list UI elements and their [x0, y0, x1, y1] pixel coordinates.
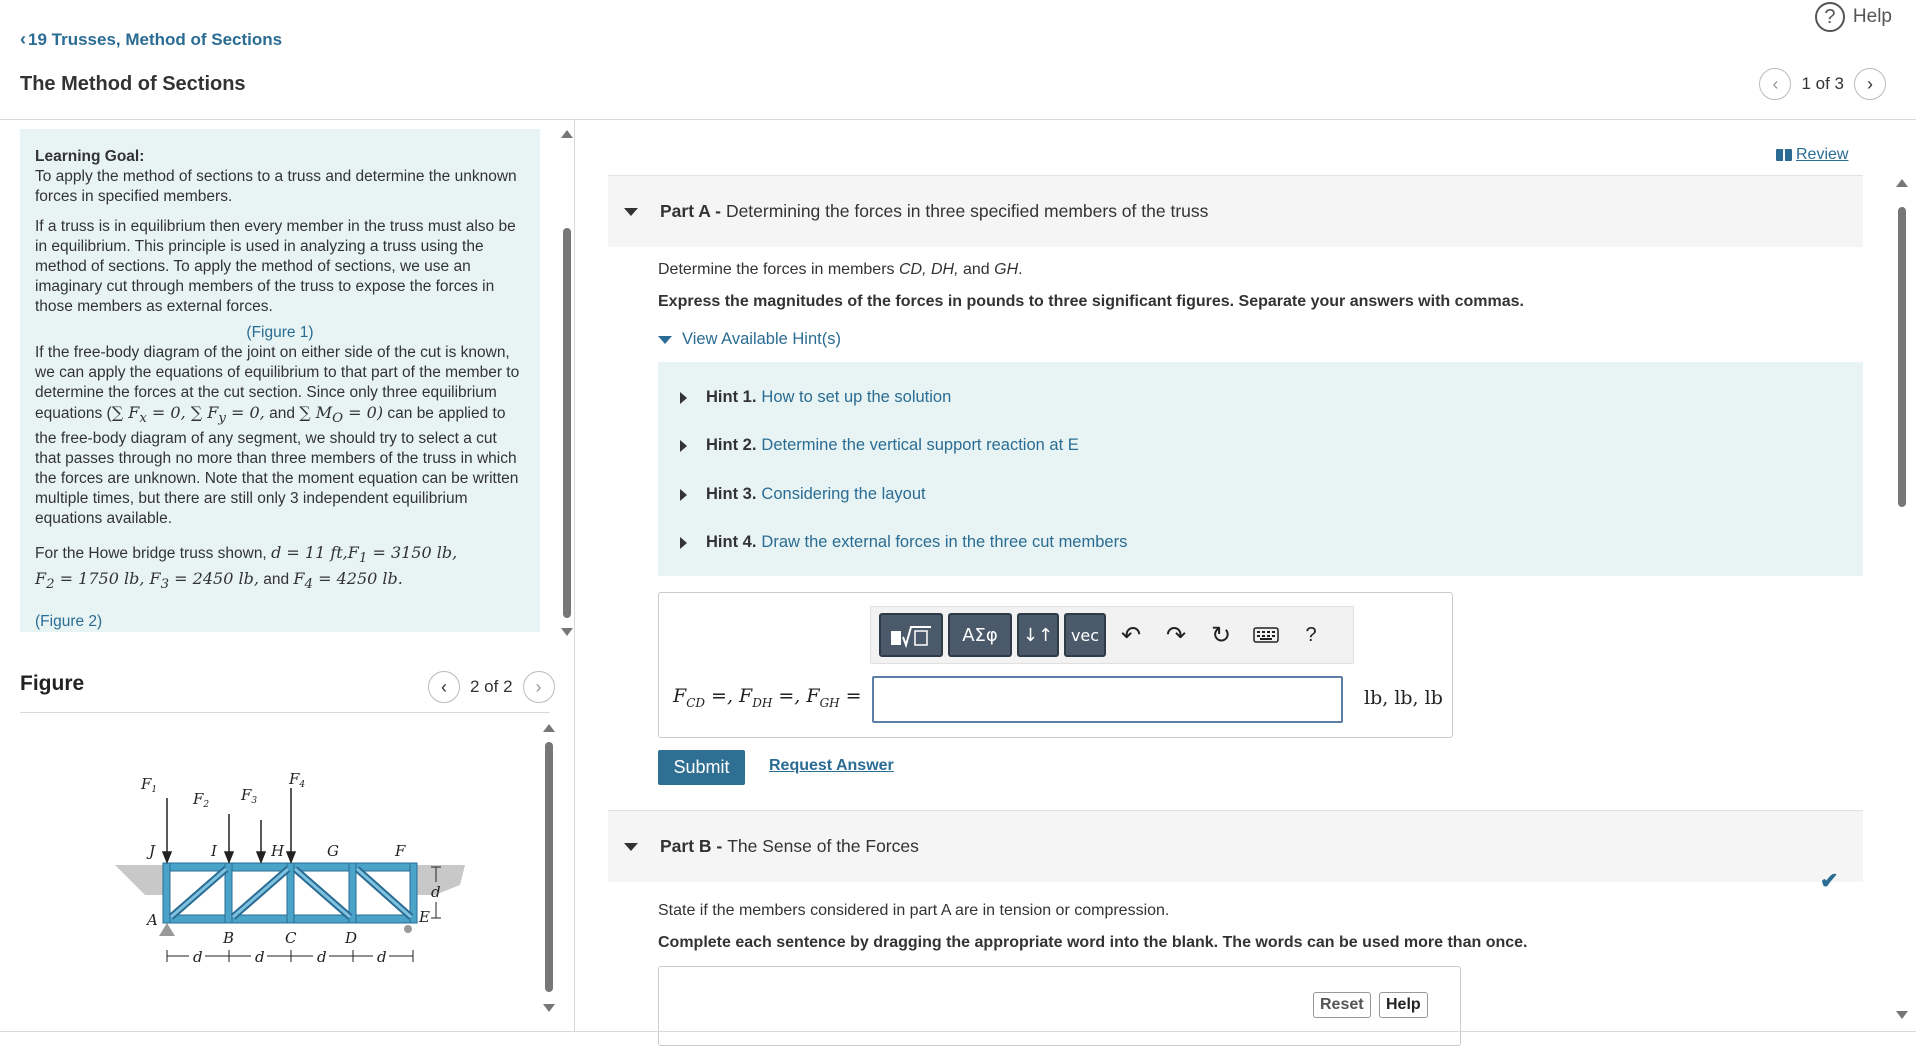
figure-2-link[interactable]: (Figure 2) — [35, 612, 103, 630]
previous-item-button[interactable]: ‹ — [1759, 68, 1791, 100]
undo-icon[interactable]: ↶ — [1120, 621, 1142, 649]
part-b-label: Part B - — [660, 836, 723, 856]
help-button-part-b[interactable]: Help — [1379, 992, 1428, 1018]
intro-paragraph-1: If a truss is in equilibrium then every member in the truss must also be in equilibrium. This principle is used in analyzing a truss using the method of sections. To apply the method of sections, we use an imaginary cut through members of the truss to expose the forces in those members as external forces. — [35, 218, 516, 315]
main-scroll-down-icon[interactable] — [1896, 1011, 1908, 1019]
part-a-title: Determining the forces in three specified members of the truss — [725, 201, 1209, 221]
scroll-up-icon[interactable] — [561, 130, 573, 138]
scroll-down-icon[interactable] — [561, 628, 573, 636]
figure-scroll-down-icon[interactable] — [543, 1004, 555, 1012]
svg-text:F4: $F_4$ — [289, 770, 306, 790]
answer-input[interactable] — [872, 676, 1343, 723]
learning-goal-text: To apply the method of sections to a truss and determine the unknown forces in specified members. — [35, 168, 517, 205]
svg-text:F: F — [395, 842, 406, 860]
svg-text:d: d — [431, 883, 441, 901]
hint-2[interactable]: Hint 2. Determine the vertical support reaction at E — [680, 436, 1079, 455]
completed-check-icon: ✔ — [1820, 868, 1839, 893]
svg-text:F3: $F_3$ — [241, 786, 258, 806]
templates-button[interactable] — [879, 613, 943, 657]
hints-caret-icon — [658, 336, 672, 344]
math-help-icon[interactable]: ? — [1305, 623, 1317, 646]
part-a-instruction: Express the magnitudes of the forces in pounds to three significant figures. Separate your answers with commas. — [658, 293, 1524, 310]
figure-scroll-up-icon[interactable] — [543, 724, 555, 732]
svg-text:I: I — [211, 842, 217, 860]
reset-button[interactable]: Reset — [1313, 992, 1371, 1018]
next-figure-button[interactable]: › — [523, 671, 555, 703]
equation-sum-fx: ∑ $F_x = 0$, ∑ $F_y = 0$, — [111, 403, 265, 427]
and-word: and — [264, 405, 300, 422]
view-hints-toggle[interactable] — [658, 330, 841, 349]
intro-panel — [20, 129, 540, 632]
svg-text:E: E — [419, 908, 430, 926]
figure-scroll-thumb[interactable] — [545, 742, 553, 992]
expand-caret-icon — [680, 489, 687, 501]
main-scrollbar[interactable] — [1895, 175, 1907, 1020]
previous-figure-button[interactable]: ‹ — [428, 671, 460, 703]
intro-scrollbar[interactable] — [560, 128, 572, 640]
main-scroll-up-icon[interactable] — [1896, 179, 1908, 187]
expand-caret-icon — [680, 392, 687, 404]
view-hints-label: View Available Hint(s) — [682, 330, 841, 348]
sqrt-template-icon — [889, 623, 933, 647]
intro-paragraph-2-start: If the free-body diagram of the joint on either side of the cut is known, we can apply the equations of equilibrium to that part of the member to determine the forces at the cut section. Since only three equilibrium equations ( — [35, 344, 520, 422]
figure-pager — [428, 671, 555, 703]
keyboard-icon[interactable] — [1246, 613, 1286, 657]
reset-icon[interactable]: ↻ — [1210, 621, 1232, 649]
svg-text:C: C — [285, 929, 297, 947]
part-b-header[interactable] — [608, 810, 1863, 882]
back-link-label: 19 Trusses, Method of Sections — [28, 30, 283, 49]
item-pager — [1759, 68, 1886, 100]
subscript-button[interactable]: ↓↑ — [1017, 613, 1059, 657]
collapse-caret-icon — [624, 843, 638, 851]
svg-text:d: d — [193, 948, 203, 966]
review-label: Review — [1796, 146, 1849, 163]
svg-text:J: J — [149, 842, 156, 860]
chevron-left-icon: ‹ — [20, 29, 26, 49]
submit-button[interactable]: Submit — [658, 750, 745, 785]
vector-button[interactable]: vec — [1064, 613, 1106, 657]
svg-text:F2: $F_2$ — [193, 790, 210, 810]
svg-text:H: H — [271, 842, 285, 860]
answer-label: $F_{CD}$ =, $F_{DH}$ =, $F_{GH}$ = — [673, 685, 862, 710]
hint-4[interactable]: Hint 4. Draw the external forces in the three cut members — [680, 533, 1127, 552]
bottom-divider — [0, 1031, 1916, 1032]
figure-1-link-wrap — [35, 323, 525, 343]
part-b-prompt: State if the members considered in part A are in tension or compression. — [658, 902, 1170, 919]
svg-text:d: d — [255, 948, 265, 966]
svg-text:D: D — [345, 929, 358, 947]
figure-pager-label: 2 of 2 — [470, 677, 513, 696]
svg-text:A: A — [147, 911, 158, 929]
collapse-caret-icon — [624, 208, 638, 216]
pin-support-a — [159, 923, 175, 936]
expand-caret-icon — [680, 440, 687, 452]
learning-goal-title: Learning Goal: — [35, 148, 145, 165]
book-icon — [1776, 149, 1792, 161]
math-toolbar — [870, 606, 1354, 664]
request-answer-link[interactable]: Request Answer — [769, 757, 894, 774]
svg-text:B: B — [223, 929, 235, 947]
intro-scroll-thumb[interactable] — [563, 228, 571, 618]
item-pager-label: 1 of 3 — [1801, 74, 1844, 93]
part-b-instruction: Complete each sentence by dragging the appropriate word into the blank. The words can be used more than once. — [658, 934, 1528, 951]
part-a-header[interactable] — [608, 175, 1863, 247]
svg-text:d: d — [377, 948, 387, 966]
question-icon: ? — [1815, 2, 1845, 32]
part-a-prompt: Determine the forces in members CD, DH, and GH. — [658, 261, 1023, 278]
equation-sum-mo: ∑ $M_O = 0$) — [299, 403, 384, 427]
svg-text:G: G — [327, 842, 339, 860]
figure-heading: Figure — [20, 672, 85, 695]
given-values: d = 11 $ft,F_1 = 3150$ lb, $F_2 = 1750$ lb, $F_3 = 2450$ lb, — [35, 543, 458, 593]
given-f4: $F_4 = 4250$ lb. — [293, 569, 403, 593]
hint-1[interactable]: Hint 1. How to set up the solution — [680, 388, 951, 407]
and-word-2: and — [258, 571, 294, 589]
part-a-label: Part A - — [660, 201, 721, 221]
howe-truss-figure — [105, 770, 485, 970]
greek-symbols-button[interactable]: ΑΣφ — [948, 613, 1012, 657]
left-support-wall — [115, 865, 165, 895]
part-b-title: The Sense of the Forces — [727, 836, 919, 856]
hint-3[interactable]: Hint 3. Considering the layout — [680, 485, 926, 504]
next-item-button[interactable]: › — [1854, 68, 1886, 100]
back-link[interactable] — [20, 29, 282, 50]
intro-paragraph-3-start: For the Howe bridge truss shown, — [35, 545, 272, 563]
redo-icon[interactable]: ↷ — [1165, 621, 1187, 649]
roller-support-e — [404, 925, 412, 933]
review-link[interactable] — [1776, 146, 1848, 164]
main-scroll-thumb[interactable] — [1898, 207, 1906, 507]
expand-caret-icon — [680, 537, 687, 549]
figure-divider — [20, 712, 550, 713]
figure-scrollbar[interactable] — [542, 722, 554, 1014]
help-label: Help — [1852, 6, 1892, 27]
help-button[interactable] — [1815, 2, 1892, 32]
svg-text:F1: $F_1$ — [141, 775, 158, 795]
units-label: lb, lb, lb — [1364, 687, 1443, 709]
figure-1-link[interactable]: (Figure 1) — [246, 324, 314, 341]
intro-paragraph-2-end: can be applied to the free-body diagram of any segment, we should try to select a cut that passes through no more than three members of the truss in which the forces are unknown. Note that the moment equation can be written multiple times, but there are still only 3 independent equilibrium equations available. — [35, 405, 519, 528]
svg-text:d: d — [317, 948, 327, 966]
page-title: The Method of Sections — [20, 73, 246, 95]
hints-panel — [658, 362, 1863, 576]
